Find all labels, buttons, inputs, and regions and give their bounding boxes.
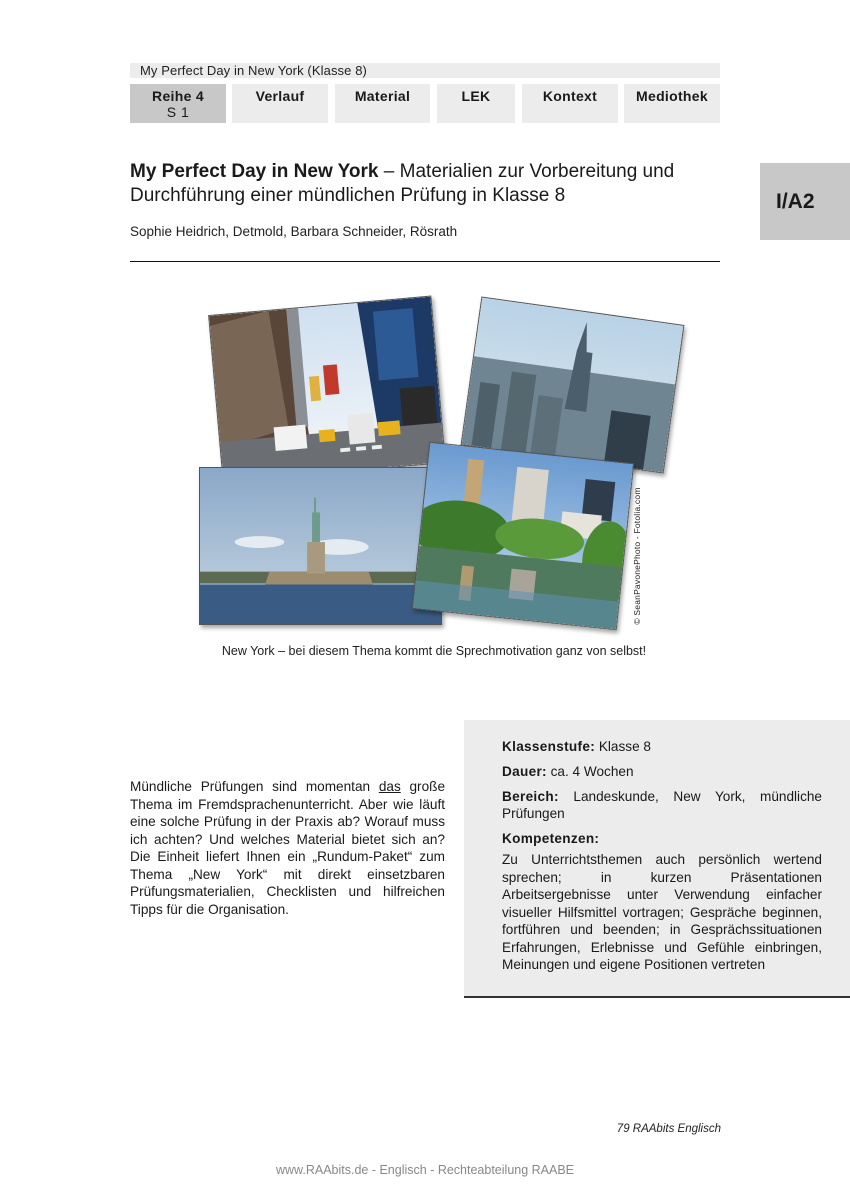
kompetenzen-label: Kompetenzen: <box>502 831 600 846</box>
info-klassenstufe <box>502 738 822 755</box>
figure-caption: New York – bei diesem Thema kommt die Sprechmotivation ganz von selbst! <box>221 644 647 658</box>
photo-times-square <box>208 296 446 483</box>
tab-material[interactable]: Material <box>335 84 430 123</box>
tab-reihe-label: Reihe 4 <box>152 88 204 104</box>
page-title <box>130 160 730 208</box>
intro-text-start: Mündliche Prüfungen sind momentan <box>130 779 379 794</box>
series-title-bar: My Perfect Day in New York (Klasse 8) <box>130 63 720 78</box>
tab-mediothek[interactable]: Mediothek <box>624 84 720 123</box>
photo-central-park <box>412 442 634 631</box>
intro-text-end: große Thema im Fremdsprachenunterricht. Aber wie läuft eine solche Prüfung in der Praxis ab? Worauf muss ich achten? Und welches Material bietet sich an? Die Einheit liefert Ihnen ein „Rundum-Paket“ zum Thema „New York“ mit direkt einsetzbaren Prüfungsmaterialien, Checklisten und hilfreichen Tipps für die Organisation. <box>130 779 446 917</box>
info-box <box>464 720 850 998</box>
tab-lek[interactable]: LEK <box>437 84 515 123</box>
photo-empire-state-skyline <box>461 296 685 473</box>
tab-reihe[interactable] <box>130 84 226 123</box>
intro-emphasis: das <box>378 779 401 794</box>
klassenstufe-value: Klasse 8 <box>595 739 651 754</box>
dauer-label: Dauer: <box>502 764 547 779</box>
footer-source: www.RAAbits.de - Englisch - Rechteabteilung RAABE <box>275 1163 575 1177</box>
bereich-label: Bereich: <box>502 789 559 804</box>
authors: Sophie Heidrich, Detmold, Barbara Schneider, Rösrath <box>130 224 458 239</box>
kompetenzen-text: Zu Unterrichtsthemen auch persönlich wertend sprechen; in kurzen Präsentationen Arbeitsergebnisse unter Verwendung einfacher visueller Hilfsmittel vortragen; Gespräche beginnen, fortführen und beenden; in Gesprächssituationen Erfahrungen, Erlebnisse und Gefühle einbringen, Meinungen und eigene Positionen vertreten <box>502 852 822 972</box>
photo-credit: © SeanPavonePhoto - Fotolia.com <box>632 487 642 625</box>
info-kompetenzen <box>502 830 822 847</box>
tab-verlauf[interactable]: Verlauf <box>232 84 328 123</box>
dauer-value: ca. 4 Wochen <box>546 764 634 779</box>
photo-statue-of-liberty <box>199 467 442 625</box>
info-bereich <box>502 788 822 822</box>
tab-kontext[interactable]: Kontext <box>522 84 618 123</box>
tab-reihe-page: S 1 <box>166 104 190 120</box>
page-reference: 79 RAAbits Englisch <box>616 1123 721 1135</box>
klassenstufe-label: Klassenstufe: <box>502 739 596 754</box>
title-subtitle: – Materialien zur Vorbereitung und Durchführung einer mündlichen Prüfung in Klasse 8 <box>130 161 675 206</box>
section-badge: I/A2 <box>760 163 850 240</box>
title-bold: My Perfect Day in New York <box>130 161 379 182</box>
bereich-value: Landeskunde, New York, mündliche Prüfungen <box>502 789 822 821</box>
title-divider <box>130 261 720 262</box>
info-dauer <box>502 763 822 780</box>
intro-paragraph <box>130 778 445 918</box>
